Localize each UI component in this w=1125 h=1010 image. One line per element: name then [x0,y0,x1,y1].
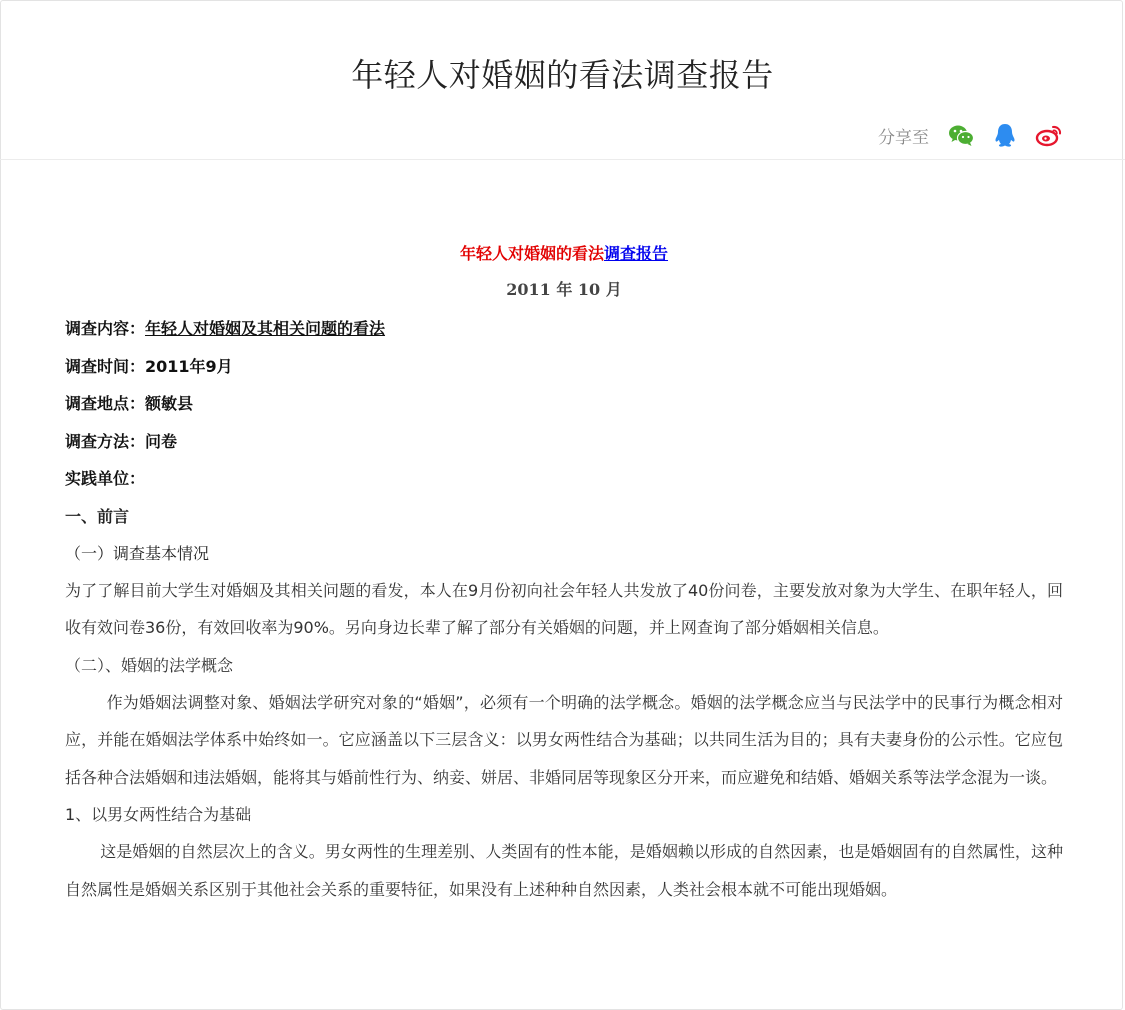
subsection-heading: （二）、婚姻的法学概念 [65,655,234,675]
page-title: 年轻人对婚姻的看法调查报告 [351,56,774,94]
report-title [65,238,1063,270]
wechat-icon[interactable] [947,121,975,149]
meta-location [65,385,1063,423]
meta-unit [65,460,1063,498]
qq-icon[interactable] [991,121,1019,149]
meta-label: 调查地点： [65,394,146,413]
meta-label: 调查内容： [65,319,146,338]
report-title-text: 年轻人对婚姻的看法 [459,244,604,263]
share-bar [878,120,1063,150]
paragraph: 作为婚姻法调整对象、婚姻法学研究对象的“婚姻”，必须有一个明确的法学概念。婚姻的法学概念应当与民法学中的民事行为概念相对应，并能在婚姻法学体系中始终如一。它应涵盖以下三层含义：以男女两性结合为基础；以共同生活为目的；具有夫妻身份的公示性。它应包括各种合法婚姻和违法婚姻，能将其与婚前性行为、纳妾、姘居、非婚同居等现象区分开来，而应避免和结婚、婚姻关系等法学念混为一谈。 [65,692,1063,787]
meta-label: 调查时间： [65,356,146,376]
paragraph: 这是婚姻的自然层次上的含义。男女两性的生理差别、人类固有的性本能，是婚姻赖以形成的自然因素，也是婚姻固有的自然属性，这种自然属性是婚姻关系区别于其他社会关系的重要特征，如果没有上述种种自然因素，人类社会根本就不可能出现婚姻。 [65,842,1063,899]
meta-label: 实践单位： [65,469,146,488]
meta-value: 年轻人对婚姻及其相关问题的看法 [145,319,386,338]
report-title-link[interactable]: 调查报告 [604,244,669,263]
paragraph: 为了了解目前大学生对婚姻及其相关问题的看发，本人在9月份初向社会年轻人共发放了40份问卷，主要发放对象为大学生、在职年轻人，回收有效问卷36份，有效回收率为90%。另向身边长辈了解了部分有关婚姻的问题，并上网查询了部分婚姻相关信息。 [65,580,1063,637]
document-body [65,238,1063,908]
page-header [0,0,1125,160]
subsection-heading: 1、以男女两性结合为基础 [65,805,252,824]
weibo-icon[interactable] [1035,121,1063,149]
meta-content [65,310,1063,348]
meta-label: 调查方法： [65,431,146,451]
report-date: 2011 年 10 月 [506,280,622,299]
share-label: 分享至 [878,127,929,148]
meta-time [65,348,1063,386]
meta-method [65,423,1063,461]
meta-value: 问卷 [145,431,178,451]
meta-value: 额敏县 [145,394,194,413]
subsection-heading: （一）调查基本情况 [65,543,210,563]
meta-value: 2011年9月 [145,356,233,376]
section-heading: 一、前言 [65,506,130,526]
